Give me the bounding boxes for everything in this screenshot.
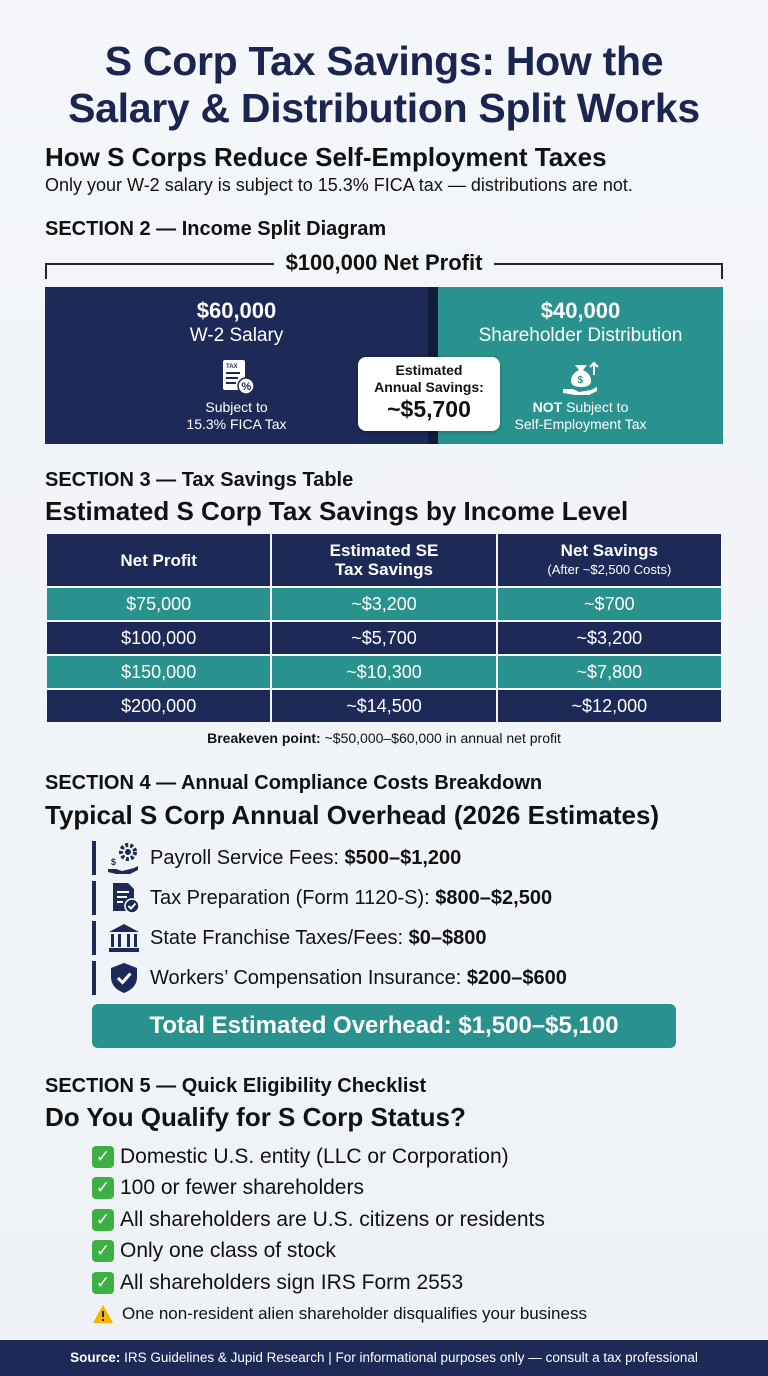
breakeven-value: ~$50,000–$60,000 in annual net profit xyxy=(320,730,561,746)
table-header-row xyxy=(46,533,722,587)
table-cell: $75,000 xyxy=(46,587,271,621)
salary-label: W-2 Salary xyxy=(189,325,284,346)
list-accent-bar xyxy=(92,921,96,955)
list-item xyxy=(92,1236,587,1268)
tax-savings-table xyxy=(45,532,723,724)
cost-value: $200–$600 xyxy=(466,966,567,989)
cost-value: $500–$1,200 xyxy=(344,846,462,869)
column-header-net-profit xyxy=(46,533,271,587)
warning-item xyxy=(92,1299,587,1329)
column-header-text: Net Savings xyxy=(560,541,658,560)
title-line-2: Salary & Distribution Split Works xyxy=(68,85,700,131)
cost-list xyxy=(92,838,567,998)
table-cell: $150,000 xyxy=(46,655,271,689)
warning-text: One non-resident alien shareholder disqualifies your business xyxy=(122,1303,587,1323)
shield-check-icon xyxy=(106,961,142,995)
section-4-label: SECTION 4 — Annual Compliance Costs Breakdown xyxy=(45,772,543,794)
cost-value: $0–$800 xyxy=(408,926,487,949)
source-label: Source: xyxy=(70,1350,121,1365)
list-item xyxy=(92,958,567,998)
check-mark-icon: ✓ xyxy=(92,1240,114,1262)
section-5-label: SECTION 5 — Quick Eligibility Checklist xyxy=(45,1075,427,1097)
table-row xyxy=(46,655,722,689)
list-accent-bar xyxy=(92,841,96,875)
source-text: IRS Guidelines & Jupid Research | For informational purposes only — consult a tax professional xyxy=(120,1350,698,1365)
government-building-icon xyxy=(106,921,142,955)
column-header-text: Tax Savings xyxy=(335,560,433,579)
svg-text:%: % xyxy=(241,381,251,393)
check-mark-icon: ✓ xyxy=(92,1209,114,1231)
column-header-se-savings xyxy=(271,533,496,587)
list-item xyxy=(92,918,567,958)
table-cell: ~$12,000 xyxy=(497,689,722,723)
cost-text xyxy=(150,887,552,910)
footer xyxy=(0,1340,768,1376)
list-accent-bar xyxy=(92,881,96,915)
subtitle: How S Corps Reduce Self-Employment Taxes xyxy=(45,142,607,172)
document-check-icon xyxy=(106,881,142,915)
column-header-text: Estimated SE xyxy=(329,541,439,560)
callout-line-2: Annual Savings: xyxy=(374,379,484,395)
table-cell: ~$700 xyxy=(497,587,722,621)
table-cell: ~$10,300 xyxy=(271,655,496,689)
tax-form-icon xyxy=(217,357,257,397)
table-row xyxy=(46,621,722,655)
distribution-label: Shareholder Distribution xyxy=(478,325,683,346)
svg-text:$: $ xyxy=(111,857,117,867)
savings-callout xyxy=(358,357,500,431)
check-mark-icon: ✓ xyxy=(92,1177,114,1199)
list-item xyxy=(92,1173,587,1205)
checklist-text: All shareholders sign IRS Form 2553 xyxy=(120,1270,464,1294)
list-item xyxy=(92,1141,587,1173)
callout-line-1: Estimated xyxy=(395,362,463,378)
salary-amount: $60,000 xyxy=(196,298,277,323)
cost-text xyxy=(150,967,567,990)
salary-note-1: Subject to xyxy=(205,399,268,415)
column-header-net-savings xyxy=(497,533,722,587)
svg-text:TAX: TAX xyxy=(225,364,238,370)
section-4-title: Typical S Corp Annual Overhead (2026 Estimates) xyxy=(45,800,660,830)
table-row xyxy=(46,689,722,723)
column-header-subtext: (After ~$2,500 Costs) xyxy=(547,562,672,577)
breakeven-note xyxy=(0,730,768,746)
distribution-note-2: Self-Employment Tax xyxy=(514,416,647,432)
table-cell: $200,000 xyxy=(46,689,271,723)
intro-text: Only your W-2 salary is subject to 15.3% FICA tax — distributions are not. xyxy=(45,175,633,195)
table-cell: ~$3,200 xyxy=(271,587,496,621)
page-title xyxy=(0,38,768,132)
list-item xyxy=(92,838,567,878)
cost-label: State Franchise Taxes/Fees: xyxy=(150,926,409,949)
distribution-amount: $40,000 xyxy=(540,298,621,323)
svg-text:$: $ xyxy=(577,375,583,386)
callout-value: ~$5,700 xyxy=(387,396,471,422)
check-mark-icon: ✓ xyxy=(92,1146,114,1168)
total-overhead-bar: Total Estimated Overhead: $1,500–$5,100 xyxy=(92,1004,676,1048)
cost-label: Payroll Service Fees: xyxy=(150,846,345,869)
cost-text xyxy=(150,927,487,950)
table-cell: ~$3,200 xyxy=(497,621,722,655)
table-cell: ~$14,500 xyxy=(271,689,496,723)
net-profit-label: $100,000 Net Profit xyxy=(274,250,495,275)
breakeven-label: Breakeven point: xyxy=(207,730,321,746)
salary-note-2: 15.3% FICA Tax xyxy=(186,416,287,432)
payroll-gear-icon xyxy=(106,841,142,875)
checklist-text: 100 or fewer shareholders xyxy=(120,1176,364,1200)
cost-text xyxy=(150,847,461,870)
checklist-text: All shareholders are U.S. citizens or residents xyxy=(120,1207,545,1231)
list-accent-bar xyxy=(92,961,96,995)
table-cell: $100,000 xyxy=(46,621,271,655)
section-3-title: Estimated S Corp Tax Savings by Income Level xyxy=(45,496,629,526)
list-item xyxy=(92,878,567,918)
column-header-text: Net Profit xyxy=(120,550,197,570)
not-emphasis: NOT xyxy=(532,399,563,415)
money-bag-hand-icon xyxy=(561,357,601,397)
checklist-text: Only one class of stock xyxy=(120,1239,336,1263)
cost-label: Workers’ Compensation Insurance: xyxy=(150,966,467,989)
eligibility-checklist xyxy=(92,1141,587,1329)
table-cell: ~$7,800 xyxy=(497,655,722,689)
check-mark-icon: ✓ xyxy=(92,1272,114,1294)
warning-icon xyxy=(92,1304,114,1324)
section-3-label: SECTION 3 — Tax Savings Table xyxy=(45,469,354,491)
distribution-note-1-rest: Subject to xyxy=(562,399,629,415)
list-item xyxy=(92,1267,587,1299)
cost-value: $800–$2,500 xyxy=(435,886,553,909)
net-profit-heading xyxy=(0,250,768,276)
section-5-title: Do You Qualify for S Corp Status? xyxy=(45,1102,466,1132)
table-row xyxy=(46,587,722,621)
cost-label: Tax Preparation (Form 1120-S): xyxy=(150,886,436,909)
table-cell: ~$5,700 xyxy=(271,621,496,655)
section-2-label: SECTION 2 — Income Split Diagram xyxy=(45,218,387,240)
title-line-1: S Corp Tax Savings: How the xyxy=(104,38,664,84)
checklist-text: Domestic U.S. entity (LLC or Corporation) xyxy=(120,1144,509,1168)
list-item xyxy=(92,1204,587,1236)
